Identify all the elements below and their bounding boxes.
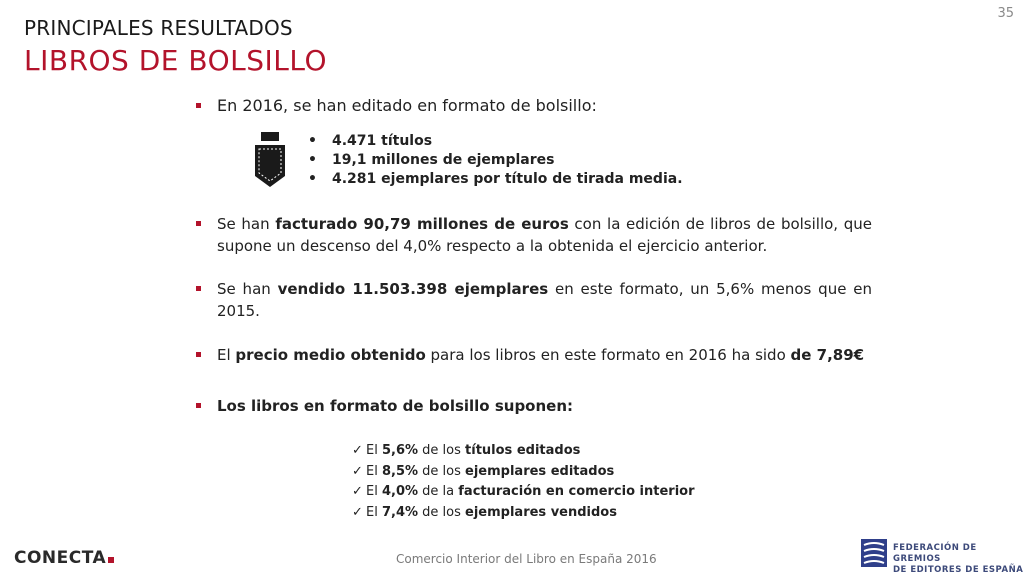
bullet-ventas [196,278,872,322]
federation-name-line2: DE EDITORES DE ESPAÑA [893,565,1024,575]
conecta-logo: CONECTA [14,548,114,568]
logo-dot [108,557,114,563]
list-item-text: 4.471 títulos [332,133,433,149]
bullet-text: Se han vendido 11.503.398 ejemplares en este formato, un 5,6% menos que en 2015. [217,280,872,320]
bullet-square-icon [196,221,201,226]
edition-stats-list [308,132,683,189]
checkmark-icon: ✓ [352,463,363,479]
list-item-text: 19,1 millones de ejemplares [332,152,555,168]
list-item [308,151,683,170]
bullet-facturacion [196,213,872,257]
footer-caption: Comercio Interior del Libro en España 2016 [396,552,657,566]
share-checklist [352,441,695,523]
bullet-text: Los libros en formato de bolsillo suponen: [217,397,574,415]
checklist-item: ✓ El 8,5% de los ejemplares editados [352,462,695,483]
checkmark-icon: ✓ [352,443,363,458]
bullet-editados [196,95,872,117]
bullet-square-icon [196,352,201,357]
list-item [308,170,683,189]
bullet-text: Se han facturado 90,79 millones de euros con la edición de libros de bolsillo, que supone un descenso del 4,0% respecto a la obtenida el ejercicio anterior. [217,215,872,255]
bullet-suponen [196,395,872,417]
pocket-book-icon [254,132,286,188]
bullet-text: El precio medio obtenido para los libros en este formato en 2016 ha sido de 7,89€ [217,346,865,364]
bullet-square-icon [196,103,201,108]
bullet-text: En 2016, se han editado en formato de bolsillo: [217,96,597,115]
bullet-square-icon [196,286,201,291]
section-heading: PRINCIPALES RESULTADOS [24,16,293,40]
federation-name [893,543,1024,576]
list-item-text: 4.281 ejemplares por título de tirada media. [332,171,683,187]
checklist-item: ✓ El 5,6% de los títulos editados [352,441,695,462]
checklist-item: ✓ El 7,4% de los ejemplares vendidos [352,503,695,524]
checkmark-icon: ✓ [352,504,363,520]
slide-title: LIBROS DE BOLSILLO [24,44,328,77]
bullet-precio [196,344,872,366]
list-item [308,132,683,151]
checklist-item: ✓ El 4,0% de la facturación en comercio interior [352,482,695,503]
federation-logo-icon [861,539,887,567]
bullet-square-icon [196,403,201,408]
bullet-dot: • [308,133,317,149]
bullet-dot: • [308,171,317,187]
federation-name-line1: FEDERACIÓN DE GREMIOS [893,543,977,564]
page-number: 35 [997,6,1014,21]
bullet-dot: • [308,152,317,168]
checkmark-icon: ✓ [352,484,363,499]
